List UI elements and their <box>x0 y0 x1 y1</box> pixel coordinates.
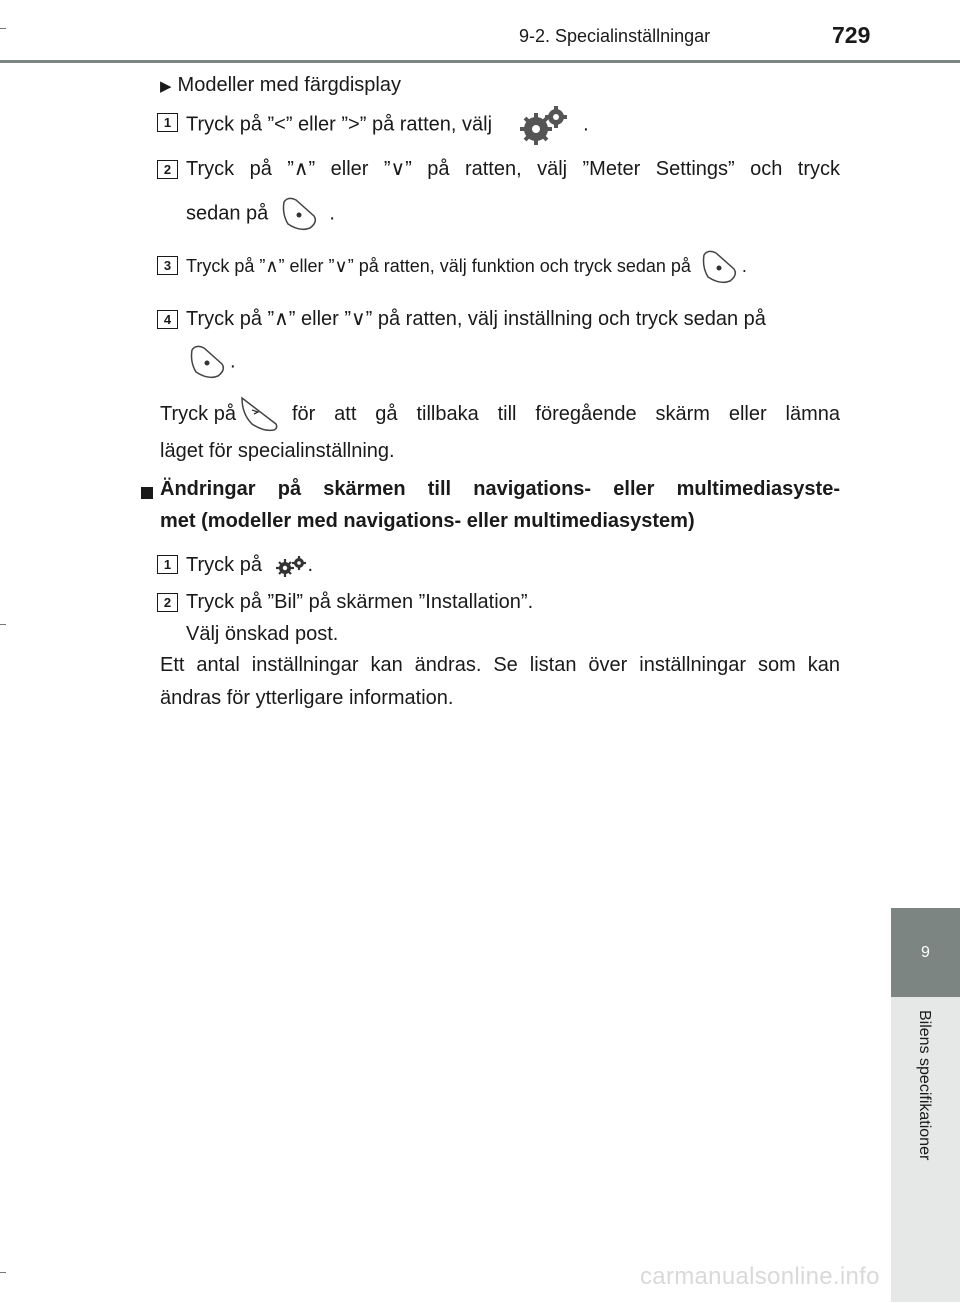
step-text-line2: Välj önskad post. <box>186 623 339 645</box>
step-text: Tryck på ”∧” eller ”∨” på ratten, välj inställning och tryck sedan på <box>186 308 766 330</box>
gear-icon <box>512 105 572 145</box>
square-bullet-icon <box>138 484 158 504</box>
note-text-b: för att gå tillbaka till föregående skärm eller lämna <box>291 403 840 425</box>
crop-mark <box>0 624 6 625</box>
triangle-bullet-icon: ▶ <box>160 78 172 95</box>
section-heading-line2: met (modeller med navigations- eller multimediasystem) <box>160 510 695 532</box>
step-number: 2 <box>157 593 178 612</box>
watermark: carmanualsonline.info <box>640 1263 880 1290</box>
step-text-line2 <box>186 342 236 382</box>
section-title: 9-2. Specialinställningar <box>519 26 711 46</box>
step-text-a: Tryck på ”<” eller ”>” på ratten, välj <box>186 113 493 136</box>
step-text-b: . <box>741 255 747 276</box>
step-text-b: . <box>307 554 314 576</box>
step-number: 1 <box>157 113 178 132</box>
note-text-a: Tryck på <box>160 403 236 425</box>
section-heading-line1: Ändringar på skärmen till navigations- eller multimediasyste- <box>160 478 840 500</box>
crop-mark <box>0 28 6 29</box>
enter-button-icon <box>698 247 742 287</box>
info-paragraph: Ett antal inställningar kan ändras. Se listan över inställningar som kan ändras för ytterligare information. <box>160 654 840 709</box>
step-text: Tryck på ”∧” eller ”∨” på ratten, välj ”Meter Settings” och tryck <box>186 158 840 180</box>
step-text-b: . <box>583 113 589 136</box>
step-number: 1 <box>157 555 178 574</box>
step-number: 4 <box>157 310 178 329</box>
step-text-line2 <box>186 194 335 234</box>
back-button-icon <box>236 394 282 434</box>
enter-button-icon <box>278 194 322 234</box>
step-text <box>186 547 313 584</box>
step-text-a: Tryck på <box>186 554 262 576</box>
back-note <box>160 394 840 434</box>
back-note-line2: läget för specialinställning. <box>160 440 395 462</box>
step-text-a: sedan på <box>186 202 269 225</box>
settings-icon <box>274 555 308 577</box>
chapter-title: Bilens specifikationer <box>916 1010 933 1161</box>
step-text-b: . <box>230 350 236 373</box>
step-number: 2 <box>157 160 178 179</box>
chapter-number-tab: 9 <box>891 908 960 997</box>
step-text <box>186 247 747 287</box>
crop-mark <box>0 1272 6 1273</box>
enter-button-icon <box>186 342 230 382</box>
model-heading-text: Modeller med färgdisplay <box>177 74 401 96</box>
page-number: 729 <box>832 22 871 48</box>
step-text-a: Tryck på ”∧” eller ”∨” på ratten, välj funktion och tryck sedan på <box>186 255 691 276</box>
step-text-b: . <box>329 202 335 225</box>
step-text: Tryck på ”Bil” på skärmen ”Installation”. <box>186 591 534 613</box>
model-heading <box>160 67 401 105</box>
step-text <box>186 105 589 145</box>
step-number: 3 <box>157 256 178 275</box>
header-divider <box>0 60 960 63</box>
